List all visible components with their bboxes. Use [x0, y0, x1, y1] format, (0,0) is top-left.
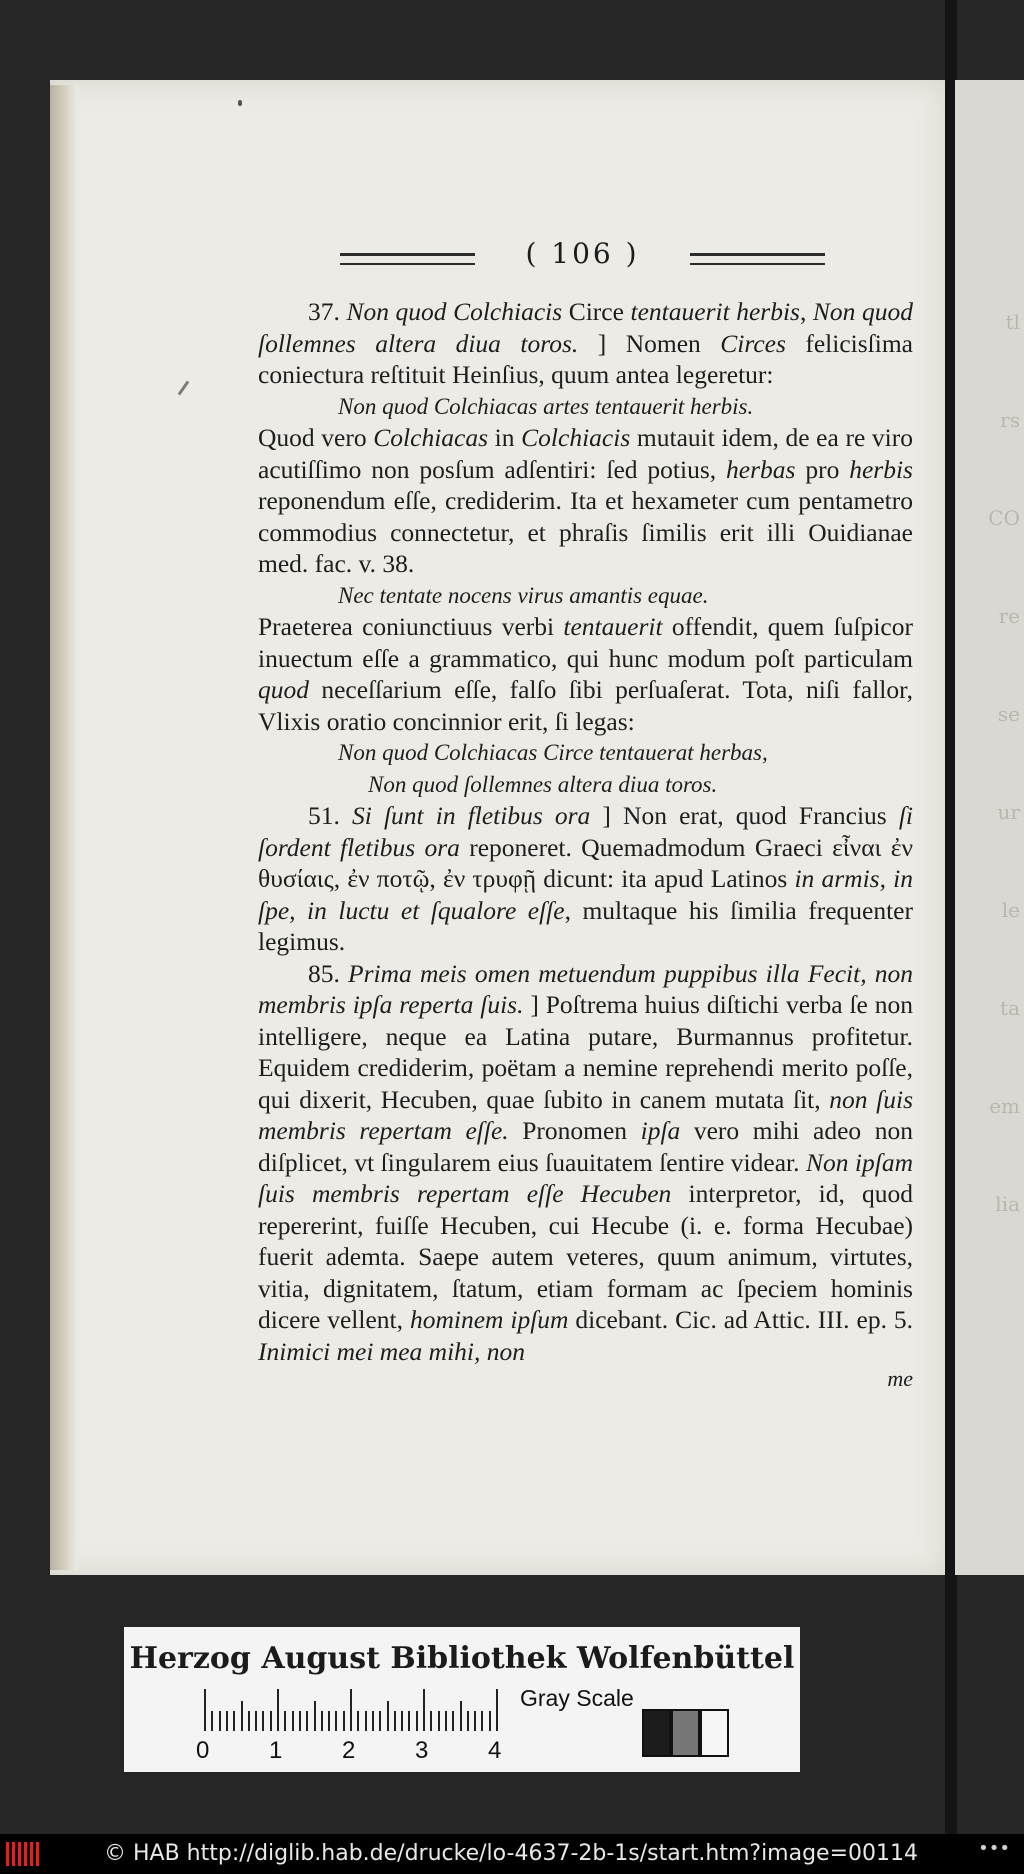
- page-number: ( 106 ): [525, 237, 640, 270]
- next-page-edge: [955, 80, 1024, 1575]
- next-page-ghost-text: se: [997, 702, 1020, 726]
- next-page-ghost-text: lia: [995, 1192, 1020, 1216]
- quoted-verse: Non quod Colchiacas artes tentauerit herbis.: [338, 393, 754, 419]
- ruler-tick: [241, 1701, 243, 1731]
- ruler-tick: [204, 1689, 206, 1731]
- ruler-tick: [321, 1711, 323, 1731]
- ruler-tick: [452, 1711, 454, 1731]
- ruler-number: 3: [415, 1737, 429, 1764]
- annotation-paragraph: 51. Si ſunt in fletibus ora ] Non erat, quod Francius ſi ſordent fletibus ora reponeret. Quemadmodum Graeci εἶναι ἐν θυσίαις, ἐν ποτῷ, ἐν τρυφῇ dicunt: ita apud Latinos in armis, in ſpe, in luctu et ſqualore eſſe, multaque his ſimilia frequenter legimus.: [258, 801, 913, 956]
- ruler-tick: [379, 1711, 381, 1731]
- next-page-ghost-text: tl: [1005, 310, 1020, 334]
- next-page-ghost-text: ur: [997, 800, 1020, 824]
- next-page-ghost-text: re: [998, 604, 1020, 628]
- ruler-tick: [226, 1711, 228, 1731]
- ruler-tick: [292, 1711, 294, 1731]
- next-page-ghost-text: em: [989, 1094, 1020, 1118]
- ruler-tick: [314, 1701, 316, 1731]
- color-calibration-bar: [124, 1627, 800, 1772]
- head-rule-right: [690, 253, 825, 265]
- ruler-tick: [284, 1711, 286, 1731]
- catchword: me: [887, 1366, 913, 1391]
- ruler-tick: [416, 1711, 418, 1731]
- continuation-paragraph: Praeterea coniunctiuus verbi tentauerit offendit, quem ſuſpicor inuectum eſſe a grammatico, qui hunc modum poſt particulam quod neceſſarium eſſe, falſo ſibi perſuaſerat. Tota, niſi fallor, Vlixis oratio concinnior erit, ſi legas:: [258, 612, 913, 736]
- ruler-tick: [408, 1711, 410, 1731]
- ruler-tick: [357, 1711, 359, 1731]
- gray-swatch: [642, 1709, 671, 1757]
- annotation-paragraph: 85. Prima meis omen metuendum puppibus illa Fecit, non membris ipſa reperta ſuis. ] Poſtrema huius diſtichi verba ſe non intelligere, neque ea Latina putare, Burmannus profitetur. Equidem crediderim, poëtam a nemine reprehendi merito poſſe, qui dixerit, Hecuben, quae ſubito in canem mutata ſit, non ſuis membris repertam eſſe. Pronomen ipſa vero mihi adeo non diſplicet, vt ſingularem eius ſuauitatem ſentire videar. Non ipſam ſuis membris repertam eſſe Hecuben interpretor, id, quod repererint, fuiſſe Hecuben, cui Hecube (i. e. forma Hecubae) fuerit ademta. Saepe autem veteres, quum animum, virtutes, vitia, dignitatem, ſtatum, etiam formam ac ſpeciem hominis dicere vellent, hominem ipſum dicebant. Cic. ad Attic. III. ep. 5. Inimici mei mea mihi, non: [258, 958, 914, 1366]
- ruler-tick: [255, 1711, 257, 1731]
- next-page-ghost-text: le: [1001, 898, 1020, 922]
- ruler-tick: [270, 1711, 272, 1731]
- ruler-tick: [306, 1711, 308, 1731]
- running-head: [340, 237, 825, 277]
- ruler-tick: [387, 1701, 389, 1731]
- ink-speck: [238, 100, 242, 106]
- more-icon[interactable]: •••: [978, 1838, 1010, 1859]
- quoted-verse: Non quod Colchiacas Circe tentauerat herbas,: [338, 740, 768, 765]
- gray-scale-label: Gray Scale: [520, 1685, 634, 1711]
- next-page-ghost-text: rs: [1000, 408, 1020, 432]
- ruler-tick: [248, 1711, 250, 1731]
- continuation-paragraph: Quod vero Colchiacas in Colchiacis mutauit idem, de ea re viro acutiſſimo non posſum adſentiri: ſed potius, herbas pro herbis reponendum eſſe, crediderim. Ita et hexameter cum pentametro commodius connectetur, et phraſis ſimilis erit illi Ouidianae med. fac. v. 38.: [258, 423, 913, 578]
- institution-name: Herzog August Bibliothek Wolfenbüttel: [129, 1641, 795, 1676]
- ruler-tick: [233, 1711, 235, 1731]
- next-page-ghost-text: ta: [1000, 996, 1020, 1020]
- ruler-tick: [467, 1711, 469, 1731]
- ruler-number: 0: [196, 1737, 210, 1764]
- ruler-tick: [438, 1711, 440, 1731]
- page-body-text: [258, 296, 913, 1395]
- ruler-number: 2: [342, 1737, 356, 1764]
- ruler-tick: [489, 1711, 491, 1731]
- ruler-tick: [211, 1711, 213, 1731]
- ruler-tick: [219, 1711, 221, 1731]
- ruler-tick: [474, 1711, 476, 1731]
- ruler-tick: [350, 1689, 352, 1731]
- ruler-tick: [496, 1689, 498, 1731]
- next-page-ghost-text: CO: [988, 506, 1020, 530]
- ruler-tick: [445, 1711, 447, 1731]
- ruler-tick: [365, 1711, 367, 1731]
- ruler-tick: [335, 1711, 337, 1731]
- ruler-tick: [262, 1711, 264, 1731]
- ruler-tick: [401, 1711, 403, 1731]
- ruler-tick: [277, 1689, 279, 1731]
- ruler-tick: [460, 1701, 462, 1731]
- viewer-footer: [0, 1834, 1024, 1874]
- quoted-verse: Non quod ſollemnes altera diua toros.: [368, 771, 718, 797]
- ruler-tick: [372, 1711, 374, 1731]
- ruler-tick: [299, 1711, 301, 1731]
- ruler-numbers: [196, 1737, 636, 1767]
- copyright-link[interactable]: © HAB http://diglib.hab.de/drucke/lo-4637-2b-1s/start.htm?image=00114: [104, 1841, 919, 1866]
- quoted-verse: Nec tentate nocens virus amantis equae.: [338, 582, 709, 608]
- page-binding-edge: [50, 85, 78, 1570]
- ruler-number: 4: [488, 1737, 502, 1764]
- ruler-tick: [481, 1711, 483, 1731]
- ruler-tick: [343, 1711, 345, 1731]
- annotation-paragraph: 37. Non quod Colchiacis Circe tentauerit herbis, Non quod ſollemnes altera diua toros. ] Nomen Circes felicisſima coniectura reſtituit Heinſius, quum antea legeretur:: [258, 297, 913, 389]
- ruler-tick: [394, 1711, 396, 1731]
- ruler-tick: [328, 1711, 330, 1731]
- ruler-number: 1: [269, 1737, 283, 1764]
- hab-logo-icon[interactable]: [6, 1842, 50, 1866]
- ruler-tick: [423, 1689, 425, 1731]
- ruler-tick: [430, 1711, 432, 1731]
- gray-swatch: [671, 1709, 700, 1757]
- gray-swatch: [700, 1709, 729, 1757]
